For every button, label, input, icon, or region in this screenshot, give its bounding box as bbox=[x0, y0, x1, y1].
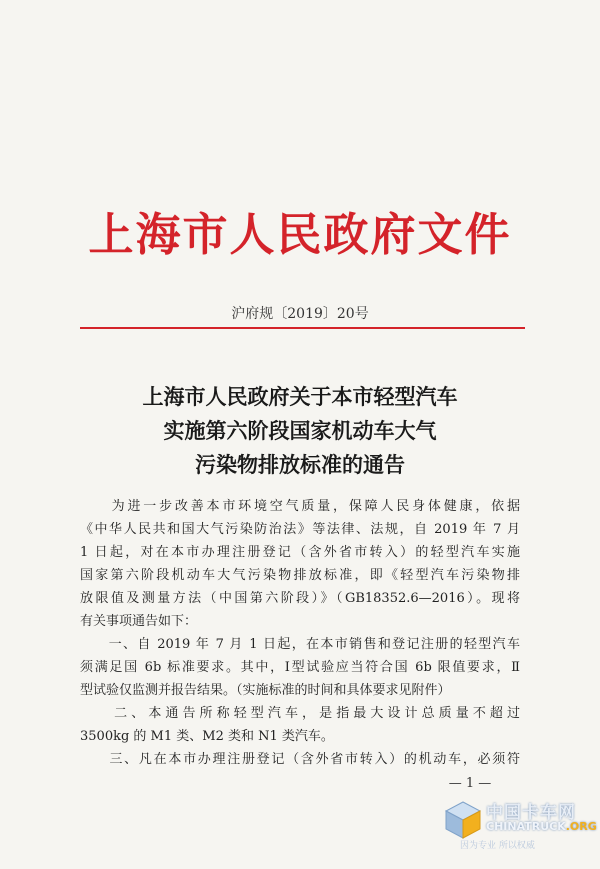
watermark-brand: CHINATRUCK bbox=[486, 820, 566, 833]
body-line: 三、凡在本市办理注册登记（含外省市转入）的机动车，必须符 bbox=[80, 752, 520, 767]
watermark-slogan: 因为专业 所以权威 bbox=[460, 841, 535, 851]
title-line: 污染物排放标准的通告 bbox=[195, 453, 405, 477]
body-line: 为进一步改善本市环境空气质量，保障人民身体健康，依据 bbox=[80, 499, 520, 514]
document-body bbox=[80, 495, 520, 771]
watermark-name-en bbox=[486, 820, 597, 833]
watermark-domain: .ORG bbox=[565, 820, 597, 833]
cube-logo-icon bbox=[444, 800, 482, 840]
title-line: 实施第六阶段国家机动车大气 bbox=[163, 419, 437, 443]
red-divider bbox=[80, 327, 525, 329]
body-line: 型试验仅监测并报告结果。（实施标准的时间和具体要求见附件） bbox=[80, 683, 451, 698]
watermark bbox=[442, 792, 597, 862]
body-line: 放限值及测量方法（中国第六阶段）》（GB18352.6—2016）。现将 bbox=[80, 591, 520, 606]
document-title bbox=[0, 380, 600, 482]
body-line: 3500kg 的 M1 类、M2 类和 N1 类汽车。 bbox=[80, 729, 334, 744]
body-line: 1 日起，对在本市办理注册登记（含外省市转入）的轻型汽车实施 bbox=[80, 545, 520, 560]
document-header: 上海市人民政府文件 bbox=[88, 208, 512, 261]
body-line: 二、本通告所称轻型汽车，是指最大设计总质量不超过 bbox=[80, 706, 520, 721]
document-number: 沪府规〔2019〕20号 bbox=[231, 306, 369, 322]
body-line: 有关事项通告如下： bbox=[80, 614, 198, 629]
page-number: — 1 — bbox=[448, 776, 492, 791]
body-line: 一、自 2019 年 7 月 1 日起，在本市销售和登记注册的轻型汽车 bbox=[80, 637, 520, 652]
body-line: 国家第六阶段机动车大气污染物排放标准，即《轻型汽车污染物排 bbox=[80, 568, 520, 583]
body-line: 《中华人民共和国大气污染防治法》等法律、法规，自 2019 年 7 月 bbox=[80, 522, 520, 537]
body-line: 须满足国 6b 标准要求。其中，Ⅰ型试验应当符合国 6b 限值要求，Ⅱ bbox=[80, 660, 520, 675]
watermark-name-cn: 中国卡车网 bbox=[486, 803, 576, 823]
title-line: 上海市人民政府关于本市轻型汽车 bbox=[142, 385, 458, 409]
